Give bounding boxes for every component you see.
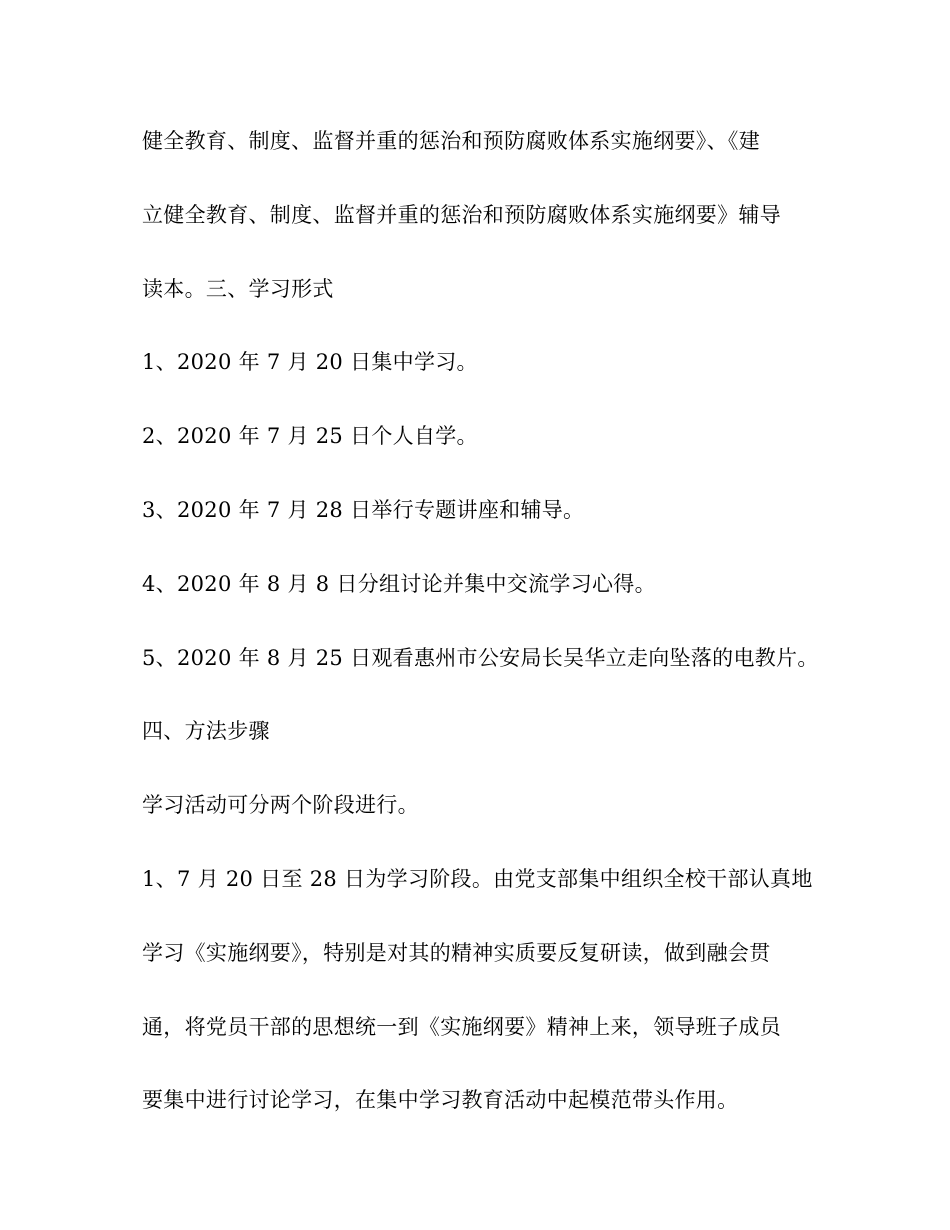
text-line-5: 2、2020 年 7 月 25 日个人自学。 [142, 424, 478, 449]
text-line-8: 5、2020 年 8 月 25 日观看惠州市公安局长吴华立走向坠落的电教片。 [142, 645, 819, 670]
text-line-14: 要集中进行讨论学习，在集中学习教育活动中起模范带头作用。 [142, 1088, 739, 1113]
text-line-2: 立健全教育、制度、监督并重的惩治和预防腐败体系实施纲要》辅导 [142, 202, 781, 227]
text-line-13: 通，将党员干部的思想统一到《实施纲要》精神上来，领导班子成员 [142, 1014, 781, 1039]
text-line-6: 3、2020 年 7 月 28 日举行专题讲座和辅导。 [142, 497, 585, 522]
text-line-12: 学习《实施纲要》，特别是对其的精神实质要反复研读，做到融会贯 [142, 940, 771, 965]
text-line-7: 4、2020 年 8 月 8 日分组讨论并集中交流学习心得。 [142, 571, 656, 596]
document-body [142, 121, 819, 1154]
text-line-10: 学习活动可分两个阶段进行。 [142, 793, 419, 818]
text-line-1: 健全教育、制度、监督并重的惩治和预防腐败体系实施纲要》、《建 [142, 129, 760, 153]
text-line-4: 1、2020 年 7 月 20 日集中学习。 [142, 350, 478, 375]
text-line-3: 读本。三、学习形式 [142, 276, 334, 301]
text-line-11: 1、7 月 20 日至 28 日为学习阶段。由党支部集中组织全校干部认真地 [142, 866, 813, 891]
section-heading: 四、方法步骤 [142, 719, 270, 744]
